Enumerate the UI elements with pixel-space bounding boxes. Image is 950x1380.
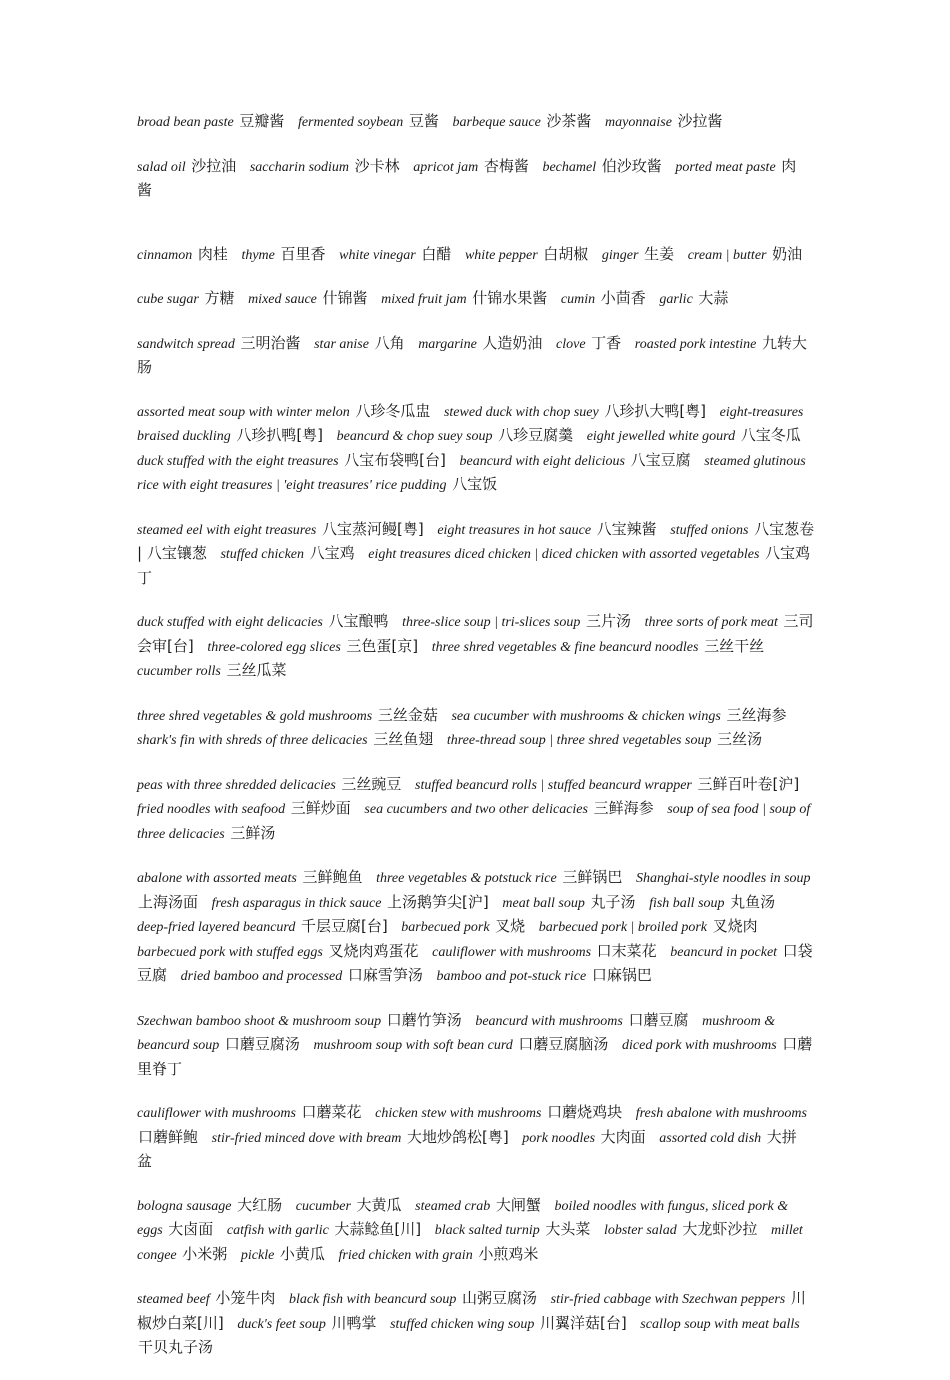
entry-english: mayonnaise [605, 115, 672, 130]
entry-chinese: 杏梅酱 [483, 156, 529, 175]
entry-chinese: 八宝蒸河鳗[粤] [321, 519, 424, 538]
glossary-paragraph [137, 773, 817, 847]
glossary-entry [137, 774, 402, 793]
entry-english: three shred vegetables & gold mushrooms [137, 708, 373, 724]
entry-chinese: 三色蛋[京] [346, 636, 419, 655]
entry-chinese: 八宝饭 [452, 475, 498, 493]
entry-english: steamed eel with eight treasures [137, 522, 317, 538]
entry-chinese: 大黄瓜 [356, 1195, 402, 1214]
glossary-entry [561, 291, 646, 307]
entry-chinese: 叉烧肉 [712, 917, 758, 935]
entry-english: fresh abalone with mushrooms [635, 1106, 807, 1121]
entry-english: star anise [314, 336, 369, 352]
entry-english: fried noodles with seafood [137, 802, 286, 817]
entry-english: sandwitch spread [137, 336, 235, 352]
entry-chinese: 八角 [374, 333, 405, 352]
entry-chinese: 上汤鹅笋尖[沪] [387, 892, 489, 911]
entry-english: cream | butter [687, 247, 767, 263]
entry-english: soup of sea food | soup of three delicacies [137, 802, 811, 842]
glossary-entry [451, 705, 787, 724]
entry-english: ported meat paste [675, 159, 776, 175]
glossary-entry [542, 156, 662, 175]
entry-chinese: 丸鱼汤 [730, 892, 776, 911]
glossary-entry [338, 1244, 539, 1263]
glossary-entry [381, 291, 547, 307]
entry-english: clove [556, 336, 586, 352]
glossary-paragraph [137, 332, 817, 380]
entry-chinese: 叉烧 [495, 917, 526, 935]
entry-english: sea cucumber with mushrooms & chicken wings [451, 708, 721, 724]
entry-chinese: 沙拉油 [191, 156, 237, 175]
entry-chinese: 口蘑里脊丁 [137, 1035, 813, 1078]
entry-english: cauliflower with mushrooms [137, 1106, 296, 1121]
glossary-entry [137, 1291, 275, 1307]
entry-chinese: 口蘑豆腐汤 [224, 1035, 300, 1053]
glossary-paragraph [137, 704, 817, 753]
glossary-entry [413, 156, 529, 175]
entry-chinese: 白醋 [421, 244, 452, 263]
entry-english: deep-fried layered beancurd [137, 920, 296, 935]
entry-english: lobster salad [603, 1223, 677, 1238]
glossary-entry [137, 941, 419, 960]
entry-chinese: 三鲜百叶卷[沪] [697, 774, 800, 793]
entry-chinese: 大肉面 [600, 1127, 646, 1146]
entry-english: three-colored egg slices [207, 639, 341, 655]
entry-chinese: 八宝葱卷 | 八宝镶葱 [137, 519, 815, 562]
entry-english: mushroom & beancurd soup [137, 1013, 776, 1053]
entry-english: white vinegar [339, 247, 416, 263]
glossary-entry [415, 1195, 541, 1214]
entry-english: bamboo and pot-stuck rice [436, 969, 587, 984]
entry-chinese: 大卤面 [168, 1220, 214, 1238]
entry-chinese: 八珍豆腐羹 [498, 426, 574, 444]
entry-chinese: 方糖 [204, 289, 235, 307]
entry-chinese: 上海汤面 [138, 892, 199, 911]
entry-english: stuffed onions [670, 522, 749, 538]
entry-english: scallop soup with meat balls [640, 1316, 800, 1332]
glossary-paragraph [137, 518, 817, 591]
entry-english: eight treasures diced chicken | diced chicken with assorted vegetables [368, 547, 760, 562]
entry-english: beancurd with mushrooms [475, 1013, 623, 1029]
glossary-entry [248, 291, 367, 307]
glossary-entry [314, 333, 405, 352]
entry-english: shark's fin with shreds of three delicacies [137, 733, 368, 748]
entry-chinese: 干贝丸子汤 [138, 1338, 214, 1356]
entry-english: fermented soybean [297, 115, 404, 130]
glossary-entry [587, 428, 801, 444]
entry-chinese: 三鲜汤 [230, 823, 276, 842]
entry-english: eight jewelled white gourd [586, 429, 736, 444]
glossary-entry [431, 636, 765, 655]
entry-english: margarine [418, 336, 477, 352]
entry-chinese: 口蘑豆腐 [628, 1010, 689, 1029]
entry-chinese: 大蒜鲶鱼[川] [334, 1220, 422, 1238]
entry-chinese: 八宝布袋鸭[台] [344, 450, 446, 469]
entry-chinese: 八宝鸡 [309, 544, 355, 562]
entry-english: cube sugar [137, 292, 199, 307]
glossary-entry [375, 1105, 622, 1121]
entry-english: three vegetables & potstuck rice [376, 871, 557, 886]
entry-english: beancurd in pocket [670, 944, 778, 960]
entry-english: fish ball soup [649, 895, 725, 911]
entry-chinese: 人造奶油 [482, 333, 543, 352]
glossary-paragraph [137, 1287, 817, 1360]
glossary-entry [249, 156, 400, 175]
entry-english: barbecued pork [401, 920, 490, 935]
glossary-entry [432, 941, 657, 960]
entry-english: saccharin sodium [249, 159, 350, 175]
entry-chinese: 千层豆腐[台] [300, 917, 388, 935]
entry-chinese: 肉酱 [137, 156, 797, 199]
entry-english: boiled noodles with fungus, sliced pork & eggs [137, 1198, 789, 1238]
entry-english: mushroom soup with soft bean curd [313, 1038, 513, 1053]
entry-english: catfish with garlic [226, 1223, 329, 1238]
glossary-entry [137, 1105, 362, 1121]
entry-english: beancurd with eight delicious [459, 453, 625, 469]
entry-chinese: 什锦酱 [322, 289, 368, 307]
entry-chinese: 三鲜炒面 [290, 799, 351, 817]
entry-english: millet congee [137, 1223, 803, 1263]
glossary-entry [459, 450, 691, 469]
entry-chinese: 沙卡林 [354, 156, 400, 175]
glossary-entry [298, 114, 439, 130]
glossary-paragraph [137, 1194, 817, 1268]
entry-chinese: 什锦水果酱 [472, 289, 548, 307]
glossary-entry [447, 732, 762, 748]
glossary-paragraph [137, 287, 817, 312]
glossary-entry [314, 1037, 609, 1053]
glossary-entry [443, 401, 707, 420]
entry-chinese: 伯沙玫酱 [601, 156, 662, 175]
entry-english: meat ball soup [502, 895, 585, 911]
entry-chinese: 大龙虾沙拉 [682, 1220, 758, 1238]
glossary-entry [227, 1222, 421, 1238]
entry-english: fried chicken with grain [338, 1247, 473, 1263]
glossary-entry [376, 870, 622, 886]
glossary-entry [601, 244, 675, 263]
entry-chinese: 三明治酱 [240, 333, 301, 352]
entry-chinese: 大闸蟹 [495, 1195, 541, 1214]
glossary-entry [137, 1195, 283, 1214]
glossary-entry [137, 801, 351, 817]
glossary-paragraph [137, 1009, 817, 1082]
entry-chinese: 川鸭掌 [331, 1313, 377, 1332]
entry-english: barbecued pork | broiled pork [538, 920, 707, 935]
entry-english: cucumber rolls [137, 664, 221, 679]
glossary-entry [241, 244, 326, 263]
glossary-entry [181, 968, 423, 984]
glossary-entry [453, 114, 592, 130]
entry-chinese: 丸子汤 [590, 892, 636, 911]
glossary-entry [364, 801, 653, 817]
entry-chinese: 川椒炒白菜[川] [137, 1289, 806, 1332]
entry-chinese: 八珍扒鸭[粤] [236, 426, 324, 444]
entry-english: chicken stew with mushrooms [375, 1106, 542, 1121]
entry-chinese: 叉烧肉鸡蛋花 [328, 941, 419, 960]
entry-chinese: 八宝辣酱 [596, 519, 657, 538]
entry-english: white pepper [464, 247, 538, 263]
entry-english: three sorts of pork meat [644, 615, 778, 630]
entry-english: ginger [601, 247, 639, 263]
entry-chinese: 九转大肠 [137, 333, 807, 376]
entry-english: stuffed beancurd rolls | stuffed beancurd wrapper [415, 777, 692, 793]
entry-chinese: 口麻锅巴 [591, 966, 652, 984]
glossary-entry [137, 732, 433, 748]
entry-chinese: 口蘑菜花 [301, 1103, 362, 1121]
entry-chinese: 三丝金菇 [377, 705, 438, 724]
entry-chinese: 口袋豆腐 [137, 941, 813, 984]
entry-chinese: 八宝鸡丁 [137, 544, 811, 587]
glossary-paragraph [137, 110, 817, 135]
entry-chinese: 三丝干丝 [704, 636, 765, 655]
entry-english: three shred vegetables & fine beancurd noodles [431, 639, 699, 655]
glossary-entry [220, 546, 354, 562]
entry-english: cinnamon [137, 247, 193, 263]
entry-english: assorted cold dish [659, 1130, 762, 1146]
glossary-entry [240, 1244, 325, 1263]
entry-chinese: 生姜 [644, 244, 675, 263]
entry-chinese: 八珍扒大鸭[粤] [604, 401, 707, 420]
entry-english: diced pork with mushrooms [622, 1038, 777, 1053]
entry-chinese: 口麻雪笋汤 [347, 966, 423, 984]
glossary-paragraph [137, 610, 817, 684]
glossary-entry [418, 333, 543, 352]
entry-chinese: 口蘑豆腐脑汤 [518, 1035, 609, 1053]
entry-chinese: 八宝冬瓜 [740, 426, 801, 444]
glossary-entry [211, 1127, 509, 1146]
glossary-entry [137, 244, 228, 263]
entry-english: stuffed chicken wing soup [390, 1316, 535, 1332]
entry-english: assorted meat soup with winter melon [137, 404, 350, 420]
entry-chinese: 口蘑鲜鲍 [138, 1127, 199, 1146]
entry-english: stewed duck with chop suey [443, 404, 599, 420]
glossary-entry [415, 774, 800, 793]
entry-english: cucumber [295, 1198, 351, 1214]
entry-chinese: 三司会审[台] [137, 612, 814, 655]
glossary-paragraph [137, 866, 817, 989]
entry-chinese: 口蘑竹笋汤 [386, 1010, 462, 1029]
glossary-entry [502, 892, 636, 911]
entry-english: pickle [240, 1247, 275, 1263]
entry-english: barbeque sauce [452, 115, 541, 130]
glossary-entry [556, 333, 622, 352]
entry-english: mixed sauce [248, 292, 317, 307]
glossary-entry [437, 968, 652, 984]
document-body [137, 110, 817, 1380]
entry-english: sea cucumbers and two other delicacies [364, 802, 588, 817]
glossary-entry [137, 663, 286, 679]
glossary-entry [137, 450, 446, 469]
entry-chinese: 小煎鸡米 [478, 1244, 539, 1263]
entry-english: Shanghai-style noodles in soup [635, 871, 811, 886]
entry-english: bechamel [542, 159, 597, 175]
glossary-entry [687, 244, 803, 263]
entry-english: fresh asparagus in thick sauce [211, 895, 382, 911]
entry-english: steamed crab [415, 1198, 491, 1214]
entry-english: three-thread soup | three shred vegetables soup [446, 733, 712, 748]
entry-chinese: 八宝酿鸭 [328, 612, 389, 630]
entry-english: stuffed chicken [220, 547, 305, 562]
entry-english: beancurd & chop suey soup [336, 429, 493, 444]
entry-chinese: 川翼洋菇[台] [539, 1313, 627, 1332]
glossary-entry [401, 919, 525, 935]
entry-english: thyme [241, 247, 275, 263]
glossary-entry [604, 1222, 757, 1238]
entry-chinese: 小米粥 [182, 1244, 228, 1263]
entry-chinese: 奶油 [772, 244, 803, 263]
entry-english: black fish with beancurd soup [288, 1292, 457, 1307]
glossary-entry [464, 244, 589, 263]
entry-english: Szechwan bamboo shoot & mushroom soup [137, 1013, 382, 1029]
entry-chinese: 大蒜 [698, 289, 729, 307]
entry-chinese: 小黄瓜 [279, 1244, 325, 1263]
entry-english: pork noodles [522, 1130, 596, 1146]
entry-chinese: 山粥豆腐汤 [462, 1289, 538, 1307]
glossary-entry [437, 519, 657, 538]
glossary-entry [137, 705, 438, 724]
entry-chinese: 白胡椒 [543, 244, 589, 263]
glossary-paragraph [137, 243, 817, 268]
entry-english: salad oil [137, 159, 186, 175]
entry-chinese: 三丝海参 [726, 705, 787, 724]
entry-chinese: 八珍冬瓜盅 [355, 401, 431, 420]
entry-chinese: 小茴香 [600, 289, 646, 307]
glossary-paragraph [137, 400, 817, 498]
glossary-entry [435, 1222, 591, 1238]
glossary-entry [337, 428, 573, 444]
entry-english: cauliflower with mushrooms [432, 944, 592, 960]
entry-english: broad bean paste [137, 115, 234, 130]
entry-chinese: 大拼盆 [137, 1127, 797, 1170]
glossary-entry [137, 401, 431, 420]
entry-english: peas with three shredded delicacies [137, 777, 336, 793]
entry-chinese: 丁香 [591, 333, 622, 352]
entry-chinese: 三丝瓜菜 [226, 661, 287, 679]
entry-chinese: 三丝汤 [717, 730, 763, 748]
glossary-entry [659, 291, 728, 307]
entry-english: duck stuffed with the eight treasures [137, 453, 339, 469]
entry-english: stir-fried cabbage with Szechwan peppers [550, 1292, 786, 1307]
entry-english: steamed beef [137, 1292, 210, 1307]
entry-english: black salted turnip [434, 1223, 540, 1238]
entry-english: steamed glutinous rice with eight treasures | 'eight treasures' rice pudding [137, 453, 806, 493]
entry-chinese: 百里香 [280, 244, 326, 263]
glossary-paragraph [137, 155, 817, 203]
glossary-entry [137, 870, 362, 886]
entry-chinese: 三丝鱼翅 [373, 730, 434, 748]
entry-english: duck's feet soup [237, 1316, 326, 1332]
entry-chinese: 沙拉酱 [677, 112, 723, 130]
glossary-entry [289, 1291, 537, 1307]
glossary-entry [137, 114, 284, 130]
glossary-entry [390, 1313, 627, 1332]
glossary-entry [137, 919, 388, 935]
entry-chinese: 三鲜鲍鱼 [302, 868, 363, 886]
glossary-entry [295, 1195, 402, 1214]
entry-english: mixed fruit jam [381, 292, 467, 307]
entry-chinese: 小笼牛肉 [215, 1289, 276, 1307]
entry-english: duck stuffed with eight delicacies [137, 615, 323, 630]
glossary-entry [137, 156, 237, 175]
glossary-entry [539, 919, 758, 935]
entry-english: stir-fried minced dove with bream [211, 1130, 402, 1146]
entry-chinese: 豆瓣酱 [239, 112, 285, 130]
entry-english: abalone with assorted meats [137, 871, 297, 886]
entry-chinese: 三片汤 [586, 612, 632, 630]
glossary-entry [137, 1010, 462, 1029]
entry-chinese: 三鲜锅巴 [562, 868, 623, 886]
entry-chinese: 大地炒鸽松[粤] [406, 1127, 509, 1146]
glossary-entry [137, 291, 234, 307]
entry-chinese: 口末菜花 [596, 941, 657, 960]
glossary-entry [137, 519, 424, 538]
entry-chinese: 沙茶酱 [546, 112, 592, 130]
entry-chinese: 豆酱 [408, 112, 439, 130]
entry-chinese: 口蘑烧鸡块 [547, 1103, 623, 1121]
entry-english: roasted pork intestine [634, 336, 757, 352]
entry-chinese: 大红肠 [237, 1195, 283, 1214]
entry-chinese: 大头菜 [545, 1220, 591, 1238]
entry-chinese: 三丝豌豆 [341, 774, 402, 793]
glossary-entry [605, 114, 723, 130]
entry-english: barbecued pork with stuffed eggs [137, 944, 323, 960]
glossary-entry [402, 614, 631, 630]
entry-english: bologna sausage [137, 1198, 232, 1214]
glossary-entry [137, 614, 388, 630]
glossary-entry [649, 892, 776, 911]
entry-english: cumin [560, 292, 596, 307]
entry-english: garlic [659, 292, 693, 307]
entry-chinese: 八宝豆腐 [630, 450, 691, 469]
glossary-entry [475, 1010, 689, 1029]
glossary-paragraph [137, 1101, 817, 1174]
glossary-entry [237, 1313, 377, 1332]
entry-chinese: 三鲜海参 [593, 799, 654, 817]
entry-english: apricot jam [413, 159, 479, 175]
glossary-entry [137, 333, 301, 352]
entry-chinese: 肉桂 [197, 244, 228, 263]
entry-english: dried bamboo and processed [180, 969, 343, 984]
entry-english: eight treasures in hot sauce [437, 522, 592, 538]
glossary-entry [211, 892, 489, 911]
entry-english: eight-treasures braised duckling [137, 404, 804, 444]
entry-english: three-slice soup | tri-slices soup [402, 615, 581, 630]
glossary-entry [522, 1127, 646, 1146]
glossary-entry [207, 636, 419, 655]
glossary-entry [339, 244, 452, 263]
